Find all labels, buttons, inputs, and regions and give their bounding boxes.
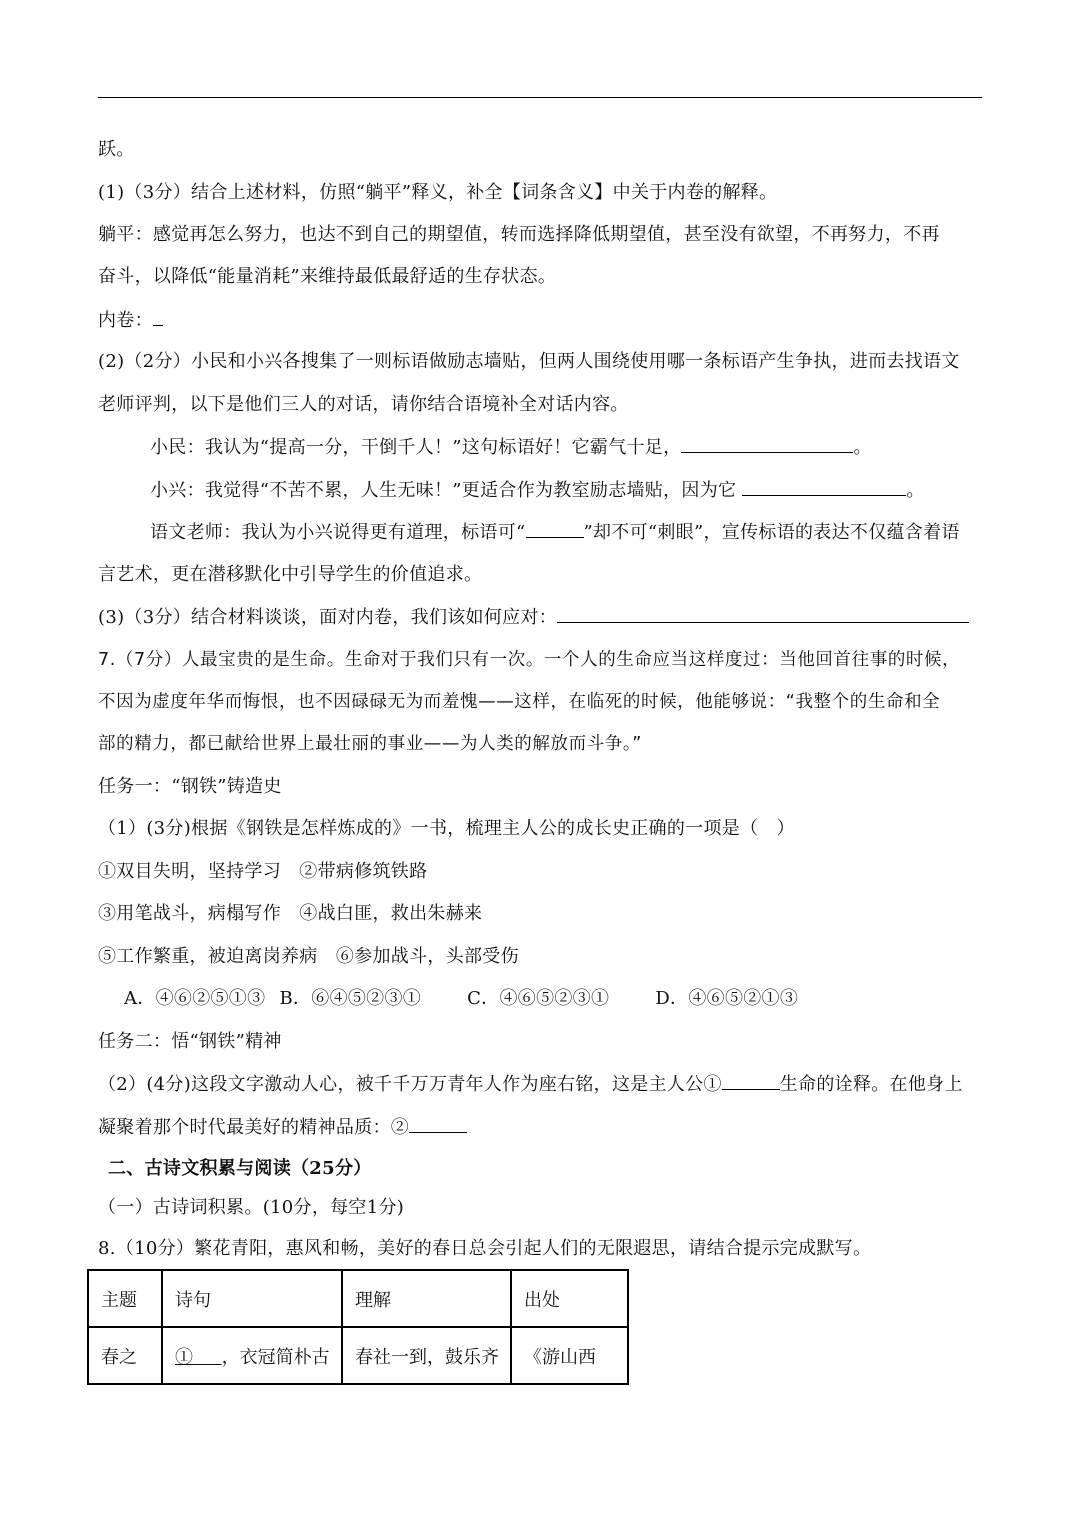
option-a[interactable]: A．④⑥②⑤①③ xyxy=(124,988,266,1009)
text-line: 言艺术，更在潜移默化中引导学生的价值追求。 xyxy=(98,564,483,585)
option-b[interactable]: B．⑥④⑤②③① xyxy=(279,988,422,1009)
table-cell-source: 《游山西 xyxy=(511,1327,628,1384)
answer-blank[interactable] xyxy=(409,1114,467,1133)
section-title: 二、古诗文积累与阅读（25分） xyxy=(108,1158,372,1179)
task-2-title: 任务二：悟“钢铁”精神 xyxy=(98,1031,282,1052)
table-header: 理解 xyxy=(342,1270,511,1327)
question-7: 7.（7分）人最宝贵的是生命。生命对于我们只有一次。一个人的生命应当这样度过：当他回首往事的时候， xyxy=(98,650,961,670)
table-header: 诗句 xyxy=(162,1270,342,1327)
text-line: 老师评判，以下是他们三人的对话，请你结合语境补全对话内容。 xyxy=(98,394,629,415)
text-line: 部的精力，都已献给世界上最壮丽的事业——为人类的解放而斗争。” xyxy=(98,734,642,754)
label: 内卷： xyxy=(98,310,153,331)
question-6-1: (1)（3分）结合上述材料，仿照“躺平”释义，补全【词条含义】中关于内卷的解释。 xyxy=(98,182,778,203)
table-cell-meaning: 春社一到，鼓乐齐 xyxy=(342,1327,511,1384)
dialogue-xiaomin: 小民：我认为“提高一分，干倒千人！”这句标语好！它霸气十足， 。 xyxy=(150,434,982,461)
question-6-2: (2)（2分）小民和小兴各搜集了一则标语做励志墙贴，但两人围绕使用哪一条标语产生争执，进而去找语文 xyxy=(98,351,960,372)
text-line: 跃。 xyxy=(98,139,135,160)
option-c[interactable]: C．④⑥⑤②③① xyxy=(467,988,610,1009)
task-1-title: 任务一：“钢铁”铸造史 xyxy=(98,776,282,797)
text-line: 奋斗，以降低“能量消耗”来维持最低最舒适的生存状态。 xyxy=(98,266,557,287)
answer-blank[interactable] xyxy=(153,307,163,326)
text-line: 不因为虚度年华而悔恨，也不因碌碌无为而羞愧——这样，在临死的时候，他能够说：“我整个的生命和全 xyxy=(98,692,941,712)
choice-options xyxy=(98,986,982,1012)
answer-blank[interactable] xyxy=(557,604,969,623)
table-row xyxy=(88,1327,628,1384)
answer-line-neijuan xyxy=(98,307,982,334)
table-header: 主题 xyxy=(88,1270,162,1327)
answer-blank[interactable] xyxy=(526,519,584,538)
question-7-2: （2）(4分)这段文字激动人心，被千千万万青年人作为座右铭，这是主人公① 生命的诠释。在他身上 xyxy=(98,1071,982,1098)
answer-blank[interactable] xyxy=(742,477,906,496)
question-8: 8.（10分）繁花青阳，惠风和畅，美好的春日总会引起人们的无限遐思，请结合提示完成默写。 xyxy=(98,1238,872,1259)
dialogue-teacher: 语文老师：我认为小兴说得更有道理，标语可“ ”却不可“刺眼”，宣传标语的表达不仅蕴含着语 xyxy=(150,519,982,546)
dialogue-xiaoxing: 小兴：我觉得“不苦不累，人生无味！”更适合作为教室励志墙贴，因为它 。 xyxy=(150,477,982,504)
text-line: 躺平：感觉再怎么努力，也达不到自己的期望值，转而选择降低期望值，甚至没有欲望，不再努力，不再 xyxy=(98,224,940,245)
text-line: ③用笔战斗，病榻写作 ④战白匪，救出朱赫来 xyxy=(98,903,483,924)
poetry-table xyxy=(87,1269,629,1385)
verse-blank[interactable]: ① xyxy=(175,1346,193,1368)
table-header-row xyxy=(88,1270,628,1327)
option-d[interactable]: D．④⑥⑤②①③ xyxy=(655,988,799,1009)
subsection-title: （一）古诗词积累。(10分，每空1分) xyxy=(98,1197,405,1218)
text-line: ⑤工作繁重，被迫离岗养病 ⑥参加战斗，头部受伤 xyxy=(98,946,519,967)
table-cell-theme: 春之 xyxy=(88,1327,162,1384)
answer-blank[interactable] xyxy=(681,434,853,453)
header-rule xyxy=(98,97,982,98)
question-7-1: （1）(3分)根据《钢铁是怎样炼成的》一书，梳理主人公的成长史正确的一项是（ ） xyxy=(98,818,795,839)
table-cell-verse: ① ，衣冠简朴古 xyxy=(162,1327,342,1384)
table-header: 出处 xyxy=(511,1270,628,1327)
text-line: ①双目失明，坚持学习 ②带病修筑铁路 xyxy=(98,861,428,882)
text-line: 凝聚着那个时代最美好的精神品质：② xyxy=(98,1114,982,1141)
question-6-3: (3)（3分）结合材料谈谈，面对内卷，我们该如何应对： xyxy=(98,604,982,631)
answer-blank[interactable] xyxy=(722,1071,780,1090)
